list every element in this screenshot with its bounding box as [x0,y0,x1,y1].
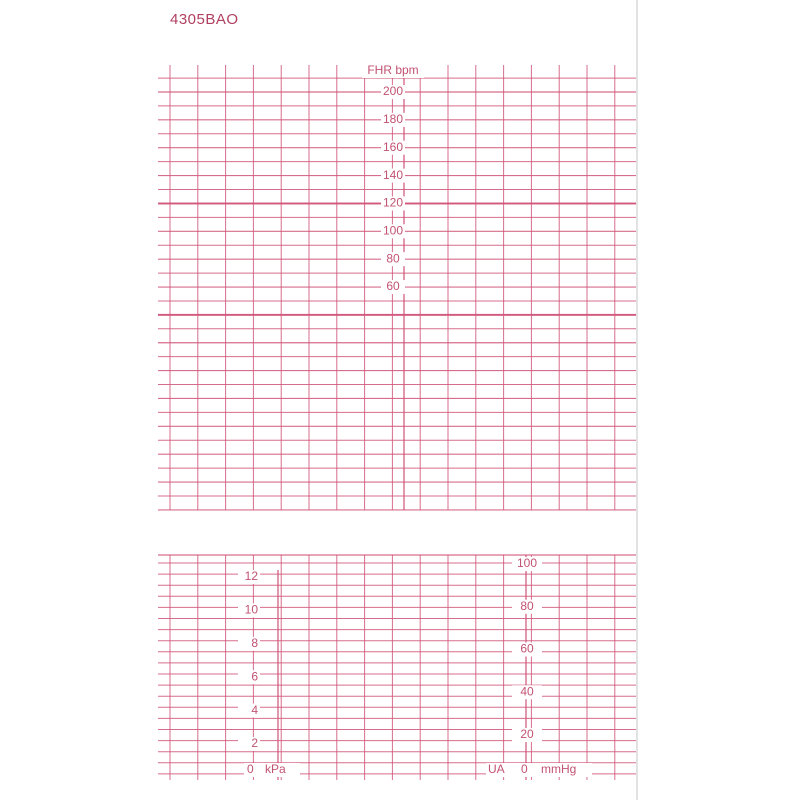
kpa-unit-label: kPa [265,762,286,777]
mmhg-scale-label: 40 [520,684,534,699]
fhr-scale-label: 160 [382,139,404,154]
fhr-scale-label: 200 [382,84,404,99]
kpa-scale-label: 6 [251,669,258,684]
fhr-title-label: FHR bpm [367,63,419,78]
ua-label: UA [488,762,505,777]
mmhg-unit-label: mmHg [541,762,577,777]
fhr-scale-label: 80 [386,251,400,266]
fhr-scale-label: 60 [386,279,400,294]
mmhg-scale-label: 20 [520,727,534,742]
kpa-scale-label: 2 [251,736,258,751]
kpa-scale-label: 10 [244,602,258,617]
mmhg-scale-label: 100 [516,556,538,571]
fhr-scale-label: 120 [382,195,404,210]
mmhg-zero-label: 0 [521,762,528,777]
paper-code-label: 4305BAO [170,11,239,28]
mmhg-scale-label: 60 [520,641,534,656]
mmhg-scale-label: 80 [520,598,534,613]
kpa-scale-label: 8 [251,635,258,650]
kpa-scale-label: 12 [244,569,258,584]
kpa-scale-label: 4 [251,702,258,717]
fhr-scale-label: 180 [382,112,404,127]
fhr-scale-label: 140 [382,167,404,182]
kpa-zero-label: 0 [247,762,254,777]
fhr-scale-label: 100 [382,223,404,238]
